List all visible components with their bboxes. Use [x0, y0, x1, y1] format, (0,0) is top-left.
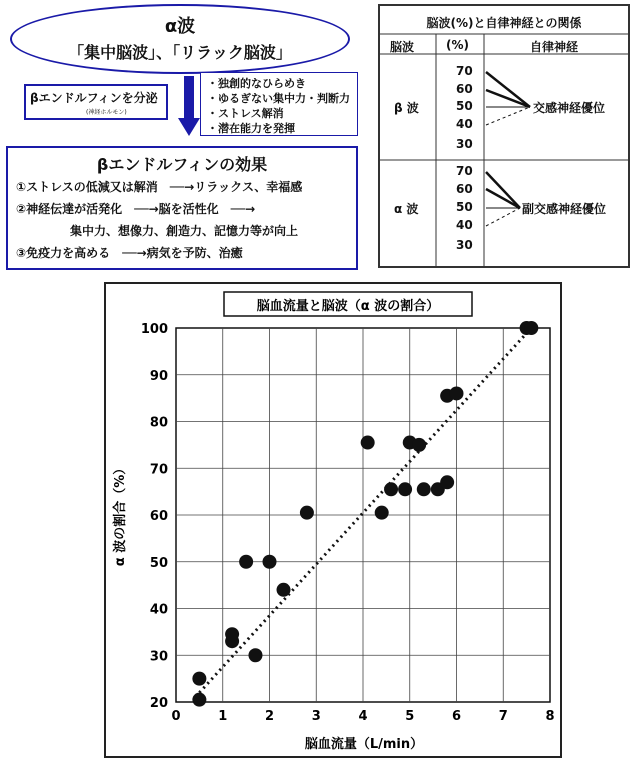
data-point	[239, 555, 253, 569]
x-tick-label: 4	[358, 709, 368, 724]
alpha-value: 70	[456, 164, 473, 178]
effect-line: 集中力、想像力、創造力、記憶力等が向上	[70, 224, 299, 238]
header-percent: (%)	[446, 38, 469, 52]
beta-value: 50	[456, 99, 473, 113]
list-item: ・ゆるぎない集中力・判断力	[207, 92, 350, 105]
x-tick-label: 0	[171, 709, 181, 724]
beta-value: 30	[456, 137, 473, 151]
y-tick-label: 50	[149, 555, 168, 571]
data-point	[375, 506, 389, 520]
alpha-value: 30	[456, 238, 473, 252]
y-tick-label: 20	[149, 696, 168, 711]
effect-line: ②神経伝達が活発化 ──→脳を活性化 ──→	[16, 202, 256, 216]
x-tick-label: 3	[311, 709, 321, 724]
alpha-value: 50	[456, 200, 473, 214]
alpha-wave-subtitle: 「集中脳波」、「リラック脳波」	[68, 43, 292, 62]
table-title: 脳波(%)と自律神経との関係	[426, 16, 582, 30]
data-point	[248, 648, 262, 662]
neuro-hormone-note: (神経ホルモン)	[86, 109, 127, 116]
header-autonomic: 自律神経	[530, 40, 579, 54]
alpha-wave-title: α波	[164, 16, 196, 37]
effect-line: ①ストレスの低減又は解消 ──→リラックス、幸福感	[16, 180, 303, 194]
row-alpha-wave: α 波	[394, 202, 419, 216]
data-point	[412, 438, 426, 452]
data-point	[450, 386, 464, 400]
x-tick-label: 5	[405, 709, 415, 724]
header-wave: 脳波	[390, 40, 415, 54]
y-tick-label: 90	[149, 368, 168, 384]
trend-line	[199, 328, 531, 693]
effects-title: βエンドルフィンの効果	[96, 155, 268, 174]
list-item: ・ストレス解消	[207, 107, 284, 120]
x-tick-label: 1	[218, 709, 228, 724]
chart-title: 脳血流量と脳波（α 波の割合）	[256, 299, 440, 314]
list-item: ・独創的なひらめき	[207, 77, 306, 90]
beta-value: 70	[456, 64, 473, 78]
y-tick-label: 100	[140, 322, 168, 337]
y-tick-label: 40	[149, 602, 168, 618]
data-point	[225, 627, 239, 641]
x-axis-label: 脳血流量（L/min）	[304, 737, 424, 752]
x-tick-label: 6	[451, 709, 462, 724]
y-tick-label: 60	[149, 509, 168, 524]
beta-endorphin-label: βエンドルフィンを分泌	[30, 91, 158, 105]
data-point	[263, 555, 277, 569]
data-point	[300, 506, 314, 520]
beta-value: 40	[456, 117, 473, 131]
list-item: ・潜在能力を発揮	[207, 122, 295, 135]
x-tick-label: 8	[545, 709, 555, 724]
tick-labels	[141, 322, 555, 724]
y-tick-label: 70	[149, 462, 168, 478]
data-point	[277, 583, 291, 597]
data-point	[417, 482, 431, 496]
y-tick-label: 30	[149, 649, 168, 665]
y-axis-label: α 波の割合（%）	[113, 461, 128, 567]
effect-line: ③免疫力を高める ──→病気を予防、治癒	[16, 246, 243, 260]
data-point	[192, 672, 206, 686]
data-point	[192, 693, 206, 707]
parasympathetic-label: 副交感神経優位	[522, 202, 607, 216]
row-beta-wave: β 波	[394, 101, 419, 115]
data-point	[384, 482, 398, 496]
y-tick-label: 80	[149, 415, 168, 431]
alpha-value: 60	[456, 182, 473, 196]
beta-value: 60	[456, 82, 473, 96]
x-tick-label: 7	[498, 709, 508, 724]
data-point	[524, 321, 538, 335]
sympathetic-label: 交感神経優位	[533, 101, 606, 115]
alpha-value: 40	[456, 218, 473, 232]
x-tick-label: 2	[264, 709, 275, 724]
data-point	[398, 482, 412, 496]
data-points	[192, 321, 538, 707]
data-point	[440, 475, 454, 489]
data-point	[361, 436, 375, 450]
